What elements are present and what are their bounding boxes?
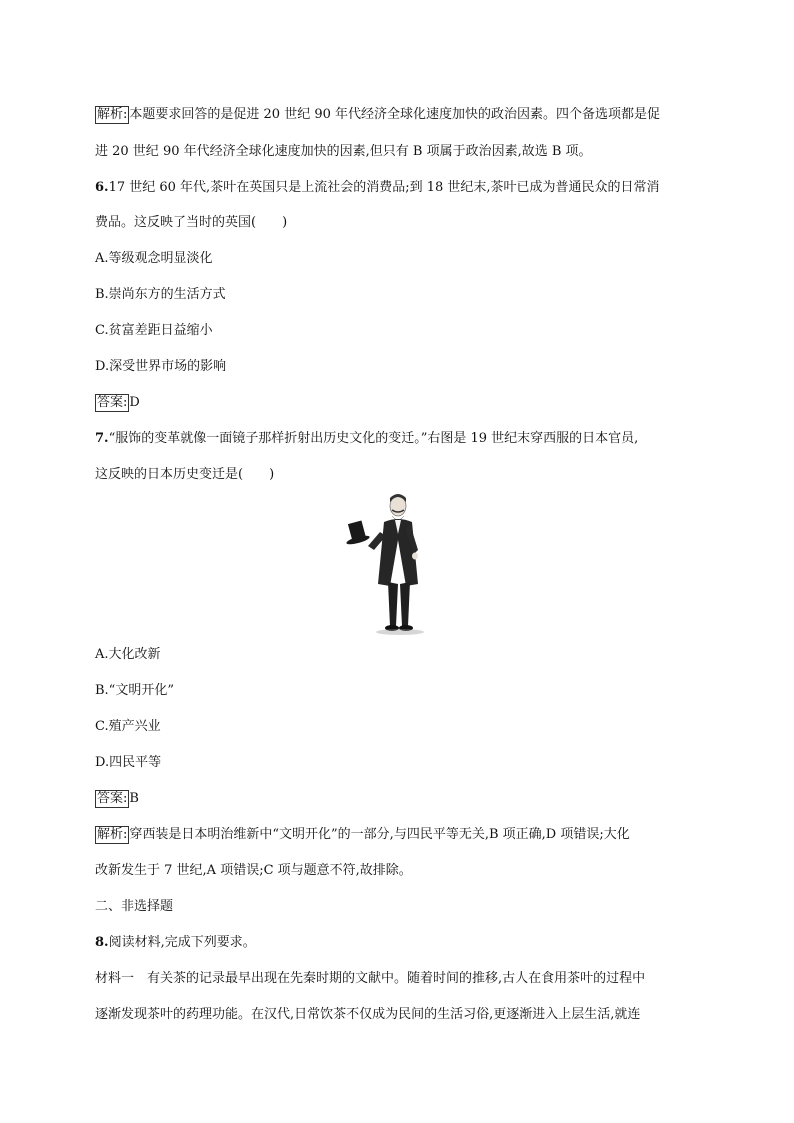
answer-label: 答案:	[97, 395, 128, 410]
explanation-label: 解析:	[97, 107, 128, 122]
q8-stem-text: 阅读材料,完成下列要求。	[108, 935, 256, 950]
q6-stem-line-1	[95, 179, 660, 197]
q6-stem-text: 17 世纪 60 年代,茶叶在英国只是上流社会的消费品;到 18 世纪末,茶叶已成为普通民众的日常消	[108, 180, 660, 195]
q5-explanation-line-1	[95, 106, 660, 124]
q8-stem	[95, 934, 256, 952]
q7-stem-line-2: 这反映的日本历史变迁是( )	[95, 467, 275, 482]
material-1-line-2: 逐渐发现茶叶的药理功能。在汉代,日常饮茶不仅成为民间的生活习俗,更逐渐进入上层生活,就连	[95, 1007, 641, 1022]
q7-explanation-line-2: 改新发生于 7 世纪,A 项错误;C 项与题意不符,故排除。	[95, 863, 412, 878]
japanese-official-in-western-suit-illustration	[340, 488, 450, 636]
q7-option-c: C.殖产兴业	[95, 719, 161, 734]
section-heading-non-multiple-choice: 二、非选择题	[95, 899, 174, 914]
answer-label: 答案:	[97, 791, 128, 806]
explanation-label: 解析:	[97, 827, 128, 842]
q7-option-b: B.“文明开化”	[95, 683, 174, 698]
q6-stem-line-2: 费品。这反映了当时的英国( )	[95, 215, 288, 230]
q6-answer-value: D	[129, 395, 140, 410]
q8-number: 8.	[95, 935, 109, 950]
q7-stem-text: “服饰的变革就像一面镜子那样折射出历史文化的变迁。”右图是 19 世纪末穿西服的日本官员,	[108, 431, 639, 446]
q5-explanation-text: 本题要求回答的是促进 20 世纪 90 年代经济全球化速度加快的政治因素。四个备选项都是促	[129, 107, 661, 122]
q5-explanation-line-2: 进 20 世纪 90 年代经济全球化速度加快的因素,但只有 B 项属于政治因素,故选 B 项。	[95, 144, 592, 159]
q6-option-b: B.崇尚东方的生活方式	[95, 287, 226, 302]
q6-option-c: C.贫富差距日益缩小	[95, 323, 213, 338]
q7-option-d: D.四民平等	[95, 755, 162, 770]
q6-answer	[95, 394, 140, 412]
q7-answer	[95, 790, 139, 808]
q6-option-d: D.深受世界市场的影响	[95, 359, 227, 374]
q7-option-a: A.大化改新	[95, 647, 161, 662]
q7-number: 7.	[95, 431, 109, 446]
q7-answer-value: B	[129, 791, 139, 806]
q6-option-a: A.等级观念明显淡化	[95, 251, 213, 266]
q7-explanation-text: 穿西装是日本明治维新中“文明开化”的一部分,与四民平等无关,B 项正确,D 项错误;大化	[129, 827, 630, 842]
q7-stem-line-1	[95, 430, 638, 448]
material-1-line-1: 材料一 有关茶的记录最早出现在先秦时期的文献中。随着时间的推移,古人在食用茶叶的过程中	[95, 971, 646, 986]
q7-explanation-line-1	[95, 826, 630, 844]
q6-number: 6.	[95, 180, 109, 195]
